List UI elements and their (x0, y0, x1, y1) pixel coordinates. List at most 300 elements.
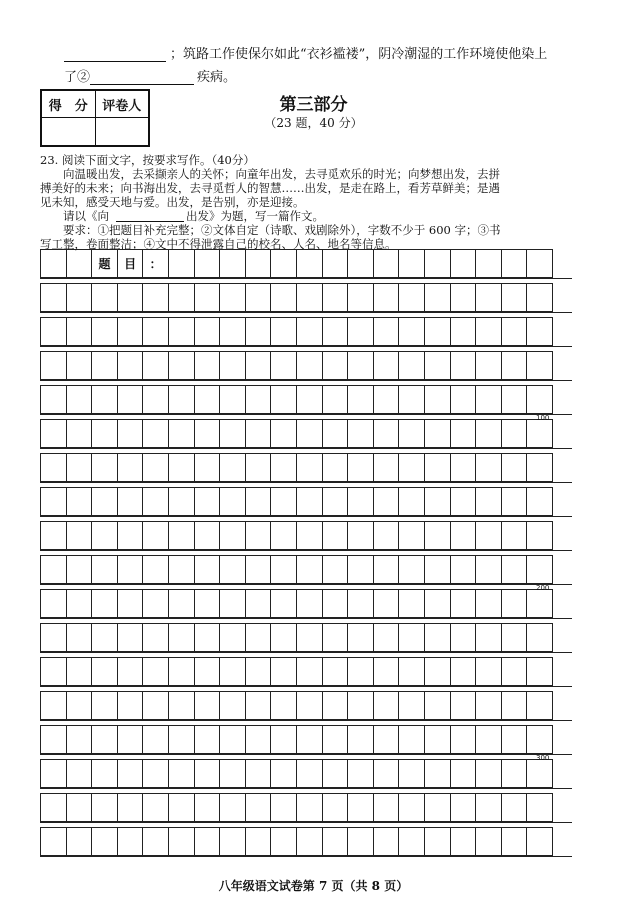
grid-cell[interactable] (373, 691, 400, 720)
grid-cell[interactable] (194, 725, 221, 754)
grid-cell[interactable] (424, 487, 451, 516)
grid-cell[interactable] (168, 385, 195, 414)
grid-cell[interactable] (475, 317, 502, 346)
title-row[interactable] (40, 249, 572, 278)
grid-cell[interactable] (117, 487, 144, 516)
grid-cell[interactable] (194, 385, 221, 414)
grid-row[interactable] (40, 589, 572, 618)
grid-cell[interactable] (296, 487, 323, 516)
grid-cell[interactable] (373, 725, 400, 754)
grid-cell[interactable] (270, 521, 297, 550)
grid-cell[interactable] (501, 657, 528, 686)
grid-cell[interactable] (347, 317, 374, 346)
grid-cell[interactable] (398, 385, 425, 414)
grid-cell[interactable] (373, 589, 400, 618)
grid-cell[interactable] (270, 317, 297, 346)
grid-cell[interactable] (66, 725, 93, 754)
grid-cell[interactable] (373, 827, 400, 856)
grid-cell[interactable] (322, 725, 349, 754)
grid-cell[interactable] (373, 487, 400, 516)
grid-cell[interactable] (66, 691, 93, 720)
grid-cell[interactable] (270, 759, 297, 788)
grid-cell[interactable] (526, 691, 553, 720)
grid-cell[interactable] (424, 793, 451, 822)
grid-cell[interactable] (398, 419, 425, 448)
grid-cell[interactable] (373, 793, 400, 822)
grid-cell[interactable] (296, 453, 323, 482)
grid-cell[interactable] (296, 623, 323, 652)
grid-cell[interactable] (245, 827, 272, 856)
grid-cell[interactable] (424, 283, 451, 312)
grid-cell[interactable] (398, 691, 425, 720)
grid-cell[interactable] (91, 759, 118, 788)
grid-cell[interactable] (475, 521, 502, 550)
grid-cell[interactable] (347, 419, 374, 448)
grid-cell[interactable] (398, 283, 425, 312)
grid-cell[interactable] (398, 793, 425, 822)
grid-cell[interactable] (450, 691, 477, 720)
grid-cell[interactable] (168, 691, 195, 720)
grid-cell[interactable] (168, 419, 195, 448)
grid-cell[interactable] (142, 589, 169, 618)
grid-cell[interactable] (245, 691, 272, 720)
grid-cell[interactable] (219, 589, 246, 618)
grid-cell[interactable] (347, 555, 374, 584)
grid-cell[interactable] (475, 657, 502, 686)
grid-cell[interactable] (450, 351, 477, 380)
grid-cell[interactable] (526, 317, 553, 346)
grid-cell[interactable] (91, 827, 118, 856)
grid-cell[interactable] (347, 657, 374, 686)
grid-cell[interactable] (219, 521, 246, 550)
grid-cell[interactable] (322, 691, 349, 720)
grid-cell[interactable] (270, 827, 297, 856)
grid-cell[interactable] (91, 419, 118, 448)
grid-cell[interactable] (245, 793, 272, 822)
grid-cell[interactable] (270, 555, 297, 584)
grid-cell[interactable] (450, 453, 477, 482)
grid-cell[interactable] (475, 759, 502, 788)
grid-cell[interactable] (450, 317, 477, 346)
grid-cell[interactable] (245, 453, 272, 482)
grid-cell[interactable] (40, 555, 67, 584)
grid-cell[interactable] (245, 487, 272, 516)
grid-cell[interactable] (526, 521, 553, 550)
grid-cell[interactable] (142, 623, 169, 652)
grid-cell[interactable] (501, 725, 528, 754)
grid-cell[interactable] (450, 657, 477, 686)
grid-cell[interactable] (347, 759, 374, 788)
grid-cell[interactable] (450, 589, 477, 618)
grid-cell[interactable] (219, 827, 246, 856)
grid-cell[interactable] (424, 623, 451, 652)
grid-cell[interactable] (245, 657, 272, 686)
grid-cell[interactable] (219, 283, 246, 312)
grid-cell[interactable] (424, 453, 451, 482)
grid-cell[interactable] (66, 793, 93, 822)
grid-cell[interactable] (66, 657, 93, 686)
grid-cell[interactable] (168, 759, 195, 788)
grid-cell[interactable] (296, 521, 323, 550)
grid-row[interactable] (40, 419, 572, 448)
grid-cell[interactable] (66, 317, 93, 346)
grid-cell[interactable] (450, 385, 477, 414)
grid-cell[interactable] (424, 521, 451, 550)
grid-cell[interactable] (398, 589, 425, 618)
grid-cell[interactable] (398, 555, 425, 584)
grid-cell[interactable] (296, 589, 323, 618)
grid-cell[interactable] (219, 691, 246, 720)
grid-cell[interactable] (373, 623, 400, 652)
grid-cell[interactable] (347, 487, 374, 516)
grid-cell[interactable] (322, 521, 349, 550)
grid-cell[interactable] (219, 385, 246, 414)
grid-cell[interactable] (40, 827, 67, 856)
grid-cell[interactable] (373, 419, 400, 448)
grid-cell[interactable] (91, 725, 118, 754)
grid-cell[interactable] (66, 759, 93, 788)
grid-cell[interactable] (219, 419, 246, 448)
grid-cell[interactable] (347, 249, 374, 278)
grid-cell[interactable] (373, 317, 400, 346)
grid-row[interactable] (40, 317, 572, 346)
grid-cell[interactable] (245, 725, 272, 754)
grid-cell[interactable] (398, 657, 425, 686)
grid-cell[interactable] (168, 589, 195, 618)
grid-cell[interactable] (91, 691, 118, 720)
grid-cell[interactable] (40, 521, 67, 550)
grid-cell[interactable] (91, 623, 118, 652)
grid-cell[interactable] (475, 453, 502, 482)
grid-cell[interactable] (501, 521, 528, 550)
grid-cell[interactable] (219, 759, 246, 788)
grid-cell[interactable] (347, 385, 374, 414)
grid-cell[interactable] (91, 521, 118, 550)
grid-cell[interactable] (219, 249, 246, 278)
grid-cell[interactable] (245, 317, 272, 346)
grid-cell[interactable] (501, 283, 528, 312)
grid-cell[interactable] (450, 419, 477, 448)
grid-cell[interactable] (91, 487, 118, 516)
answer-blank-1[interactable] (64, 45, 166, 62)
grid-cell[interactable] (245, 351, 272, 380)
grid-cell[interactable] (398, 725, 425, 754)
grid-cell[interactable] (194, 351, 221, 380)
grid-cell[interactable] (526, 351, 553, 380)
grid-cell[interactable] (475, 555, 502, 584)
grid-cell[interactable] (501, 487, 528, 516)
grid-cell[interactable] (501, 249, 528, 278)
grid-row[interactable] (40, 759, 572, 788)
grid-cell[interactable]: 目 (117, 249, 144, 278)
grid-cell[interactable] (450, 827, 477, 856)
grid-cell[interactable] (40, 487, 67, 516)
grid-cell[interactable] (142, 351, 169, 380)
grid-cell[interactable] (322, 351, 349, 380)
grid-cell[interactable] (117, 691, 144, 720)
grid-cell[interactable] (424, 317, 451, 346)
grid-cell[interactable] (424, 725, 451, 754)
grid-cell[interactable] (450, 793, 477, 822)
grid-cell[interactable] (117, 419, 144, 448)
grid-cell[interactable] (526, 419, 553, 448)
grid-cell[interactable] (142, 691, 169, 720)
grid-row[interactable] (40, 623, 572, 652)
grid-cell[interactable] (194, 521, 221, 550)
grid-cell[interactable] (168, 725, 195, 754)
grid-cell[interactable] (142, 521, 169, 550)
grid-cell[interactable] (296, 351, 323, 380)
grid-cell[interactable] (475, 691, 502, 720)
grid-row[interactable] (40, 283, 572, 312)
grid-cell[interactable] (296, 317, 323, 346)
grid-cell[interactable] (194, 555, 221, 584)
grid-cell[interactable] (40, 249, 67, 278)
grid-cell[interactable] (347, 725, 374, 754)
grid-cell[interactable] (142, 725, 169, 754)
grid-cell[interactable] (398, 453, 425, 482)
grid-cell[interactable] (168, 657, 195, 686)
grid-cell[interactable] (424, 589, 451, 618)
grid-cell[interactable]: 题 (91, 249, 118, 278)
grid-cell[interactable] (168, 453, 195, 482)
grid-cell[interactable] (501, 623, 528, 652)
grid-cell[interactable] (322, 453, 349, 482)
grid-cell[interactable] (270, 385, 297, 414)
grid-cell[interactable] (322, 487, 349, 516)
grid-cell[interactable] (373, 249, 400, 278)
grid-cell[interactable] (322, 623, 349, 652)
grid-cell[interactable] (450, 759, 477, 788)
grid-row[interactable] (40, 385, 572, 414)
grid-cell[interactable] (40, 589, 67, 618)
grid-cell[interactable] (475, 385, 502, 414)
grid-cell[interactable] (296, 283, 323, 312)
grid-cell[interactable] (142, 759, 169, 788)
grid-cell[interactable] (66, 827, 93, 856)
grid-cell[interactable] (398, 521, 425, 550)
grid-cell[interactable] (526, 283, 553, 312)
grid-cell[interactable] (194, 249, 221, 278)
grid-cell[interactable] (398, 759, 425, 788)
grid-cell[interactable] (117, 589, 144, 618)
grid-row[interactable] (40, 793, 572, 822)
grid-cell[interactable] (194, 623, 221, 652)
title-blank[interactable] (116, 208, 184, 222)
grid-cell[interactable] (245, 521, 272, 550)
grid-cell[interactable] (194, 453, 221, 482)
grid-cell[interactable] (66, 555, 93, 584)
grid-cell[interactable] (168, 793, 195, 822)
grid-cell[interactable] (501, 793, 528, 822)
grid-cell[interactable] (40, 793, 67, 822)
grid-cell[interactable] (40, 759, 67, 788)
grid-cell[interactable] (245, 759, 272, 788)
grid-row[interactable] (40, 725, 572, 754)
grid-cell[interactable] (475, 283, 502, 312)
grid-cell[interactable] (168, 555, 195, 584)
grid-cell[interactable] (526, 453, 553, 482)
grid-cell[interactable] (424, 691, 451, 720)
grid-cell[interactable] (296, 793, 323, 822)
grid-cell[interactable] (270, 691, 297, 720)
grid-cell[interactable] (373, 555, 400, 584)
grid-cell[interactable] (270, 623, 297, 652)
grid-cell[interactable] (526, 657, 553, 686)
grid-cell[interactable] (526, 555, 553, 584)
grid-cell[interactable] (347, 623, 374, 652)
grid-cell[interactable] (501, 691, 528, 720)
grid-cell[interactable] (194, 759, 221, 788)
grid-cell[interactable] (91, 385, 118, 414)
grid-cell[interactable] (322, 249, 349, 278)
grid-cell[interactable] (40, 657, 67, 686)
grid-row[interactable] (40, 521, 572, 550)
grid-cell[interactable] (219, 793, 246, 822)
grid-cell[interactable] (117, 283, 144, 312)
grid-cell[interactable] (322, 385, 349, 414)
grid-cell[interactable] (117, 555, 144, 584)
grid-cell[interactable] (40, 351, 67, 380)
grid-cell[interactable] (219, 351, 246, 380)
grid-cell[interactable] (142, 283, 169, 312)
grid-cell[interactable] (526, 793, 553, 822)
grid-cell[interactable] (168, 623, 195, 652)
grid-cell[interactable] (219, 487, 246, 516)
grid-cell[interactable] (66, 487, 93, 516)
grid-cell[interactable] (270, 657, 297, 686)
grid-cell[interactable] (450, 725, 477, 754)
grid-cell[interactable] (117, 385, 144, 414)
grid-cell[interactable] (322, 283, 349, 312)
grid-cell[interactable] (450, 521, 477, 550)
grid-cell[interactable] (450, 249, 477, 278)
grid-cell[interactable] (270, 351, 297, 380)
grid-cell[interactable] (245, 623, 272, 652)
grid-cell[interactable] (117, 827, 144, 856)
grid-cell[interactable] (347, 351, 374, 380)
grid-cell[interactable] (142, 487, 169, 516)
grid-cell[interactable] (398, 249, 425, 278)
grid-cell[interactable] (347, 521, 374, 550)
grid-row[interactable] (40, 657, 572, 686)
grid-cell[interactable] (373, 385, 400, 414)
grid-cell[interactable] (424, 385, 451, 414)
grid-cell[interactable] (347, 453, 374, 482)
grid-cell[interactable] (194, 691, 221, 720)
grid-cell[interactable] (194, 419, 221, 448)
grid-cell[interactable] (117, 317, 144, 346)
grid-cell[interactable] (142, 317, 169, 346)
grid-cell[interactable] (91, 283, 118, 312)
grid-cell[interactable] (296, 827, 323, 856)
grid-cell[interactable] (142, 555, 169, 584)
grid-cell[interactable] (270, 453, 297, 482)
grid-cell[interactable] (373, 351, 400, 380)
grid-cell[interactable] (117, 453, 144, 482)
grid-cell[interactable] (142, 657, 169, 686)
grid-cell[interactable] (296, 759, 323, 788)
grid-cell[interactable] (398, 623, 425, 652)
grid-cell[interactable] (526, 589, 553, 618)
grid-cell[interactable] (40, 725, 67, 754)
grid-cell[interactable] (142, 453, 169, 482)
grid-cell[interactable] (66, 589, 93, 618)
grid-cell[interactable] (66, 453, 93, 482)
grid-cell[interactable] (296, 657, 323, 686)
grid-cell[interactable] (501, 419, 528, 448)
grid-row[interactable] (40, 351, 572, 380)
grid-cell[interactable] (296, 691, 323, 720)
grid-cell[interactable] (526, 385, 553, 414)
grid-cell[interactable] (475, 725, 502, 754)
grid-cell[interactable] (526, 249, 553, 278)
grid-cell[interactable] (424, 351, 451, 380)
grid-cell[interactable] (91, 589, 118, 618)
grid-cell[interactable] (322, 759, 349, 788)
grid-cell[interactable] (219, 555, 246, 584)
grid-cell[interactable] (117, 725, 144, 754)
grid-cell[interactable] (322, 657, 349, 686)
grid-cell[interactable] (66, 283, 93, 312)
grid-cell[interactable] (168, 249, 195, 278)
grid-cell[interactable] (322, 827, 349, 856)
grid-cell[interactable] (424, 827, 451, 856)
grid-cell[interactable] (322, 419, 349, 448)
grid-cell[interactable] (526, 487, 553, 516)
grid-cell[interactable] (66, 249, 93, 278)
grid-cell[interactable] (40, 691, 67, 720)
grid-cell[interactable] (194, 487, 221, 516)
grid-cell[interactable] (194, 793, 221, 822)
grid-cell[interactable] (142, 419, 169, 448)
grid-cell[interactable] (296, 419, 323, 448)
grid-row[interactable] (40, 827, 572, 856)
grid-cell[interactable] (501, 317, 528, 346)
grid-cell[interactable] (347, 691, 374, 720)
grid-cell[interactable] (322, 793, 349, 822)
grid-cell[interactable] (245, 589, 272, 618)
grid-cell[interactable] (142, 793, 169, 822)
grid-cell[interactable] (373, 521, 400, 550)
grid-cell[interactable] (424, 657, 451, 686)
grid-cell[interactable] (91, 555, 118, 584)
grid-cell[interactable] (450, 555, 477, 584)
grid-cell[interactable] (142, 827, 169, 856)
grid-cell[interactable] (117, 657, 144, 686)
grid-cell[interactable] (475, 419, 502, 448)
grid-cell[interactable] (91, 317, 118, 346)
grid-cell[interactable] (66, 521, 93, 550)
grid-cell[interactable] (245, 419, 272, 448)
grid-cell[interactable] (501, 589, 528, 618)
grid-cell[interactable] (475, 589, 502, 618)
grid-cell[interactable] (398, 487, 425, 516)
grid-cell[interactable] (40, 419, 67, 448)
grid-cell[interactable] (66, 419, 93, 448)
grid-cell[interactable] (168, 827, 195, 856)
grid-cell[interactable] (270, 725, 297, 754)
grid-cell[interactable] (398, 827, 425, 856)
grid-row[interactable] (40, 453, 572, 482)
grid-cell[interactable] (450, 623, 477, 652)
grid-cell[interactable] (142, 385, 169, 414)
grid-cell[interactable] (526, 759, 553, 788)
grid-cell[interactable] (40, 283, 67, 312)
grid-cell[interactable] (219, 453, 246, 482)
grid-cell[interactable] (245, 385, 272, 414)
grid-cell[interactable] (526, 623, 553, 652)
